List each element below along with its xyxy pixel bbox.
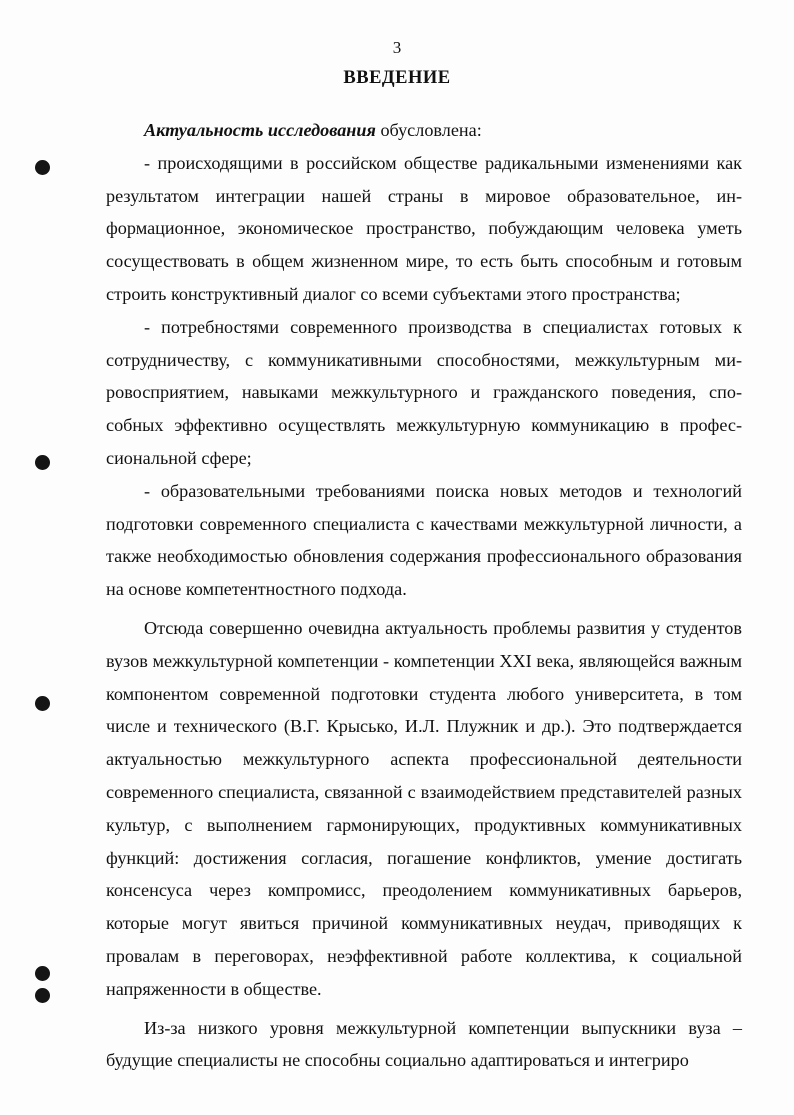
paragraph-4: Отсюда совершенно очевидна актуальность проблемы развития у студентов вузов межкультурной компетенции - компетенции XXI века, являющейся важным компонентом современной подготовки студента любого университета, в том числе и технического (В.Г. Крысько, И.Л. Плужник и др.). Это подтверждается актуальностью межкультурного аспекта профессиональной деятельности современного специалиста, связанной с взаимодействием представителей разных культур, с выполнением гармонирующих, продуктивных коммуникативных функций: достижения согласия, погашение конфликтов, умение достигать консенсуса через компромисс, преодолением коммуникативных барьеров, которые могут явиться причиной коммуникативных неудач, приводящих к провалам в переговорах, неэффективной работе коллектива, к социальной напряженности в обществе. <box>106 617 742 999</box>
body-text <box>106 114 742 1077</box>
intro-text: обусловлена: <box>375 120 482 140</box>
paragraph-2: - потребностями современного производства в специалистах готовых к сотрудничеству, с коммуникативными способностями, межкультурным мировосприятием, навыками межкультурного и гражданского поведения, способных эффективно осуществлять межкультурную коммуникацию в профессиональной сфере; <box>106 316 742 468</box>
punch-hole-mark <box>35 988 50 1003</box>
punch-hole-mark <box>35 966 50 981</box>
paragraph-intro <box>106 114 742 147</box>
paragraph-3: - образовательными требованиями поиска новых методов и технологий подготовки современного специалиста с качествами межкультурной личности, а также необходимостью обновления содержания профессионального образования на основе компетентностного подхода. <box>106 480 742 600</box>
punch-hole-mark <box>35 455 50 470</box>
paragraph-1: - происходящими в российском обществе радикальными изменениями как результатом интеграции нашей страны в мировое образовательное, информационное, экономическое пространство, побуждающим человека уметь сосуществовать в общем жизненном мире, то есть быть способным и готовым строить конструктивный диалог со всеми субъектами этого пространства; <box>106 152 742 304</box>
paragraph-5: Из-за низкого уровня межкультурной компетенции выпускники вуза – будущие специалисты не способны социально адаптироваться и интегриро <box>106 1017 742 1071</box>
emphasis-relevance: Актуальность исследования <box>144 120 376 140</box>
page-number: 3 <box>392 38 402 57</box>
page-title: ВВЕДЕНИЕ <box>343 68 451 88</box>
punch-hole-mark <box>35 160 50 175</box>
punch-hole-mark <box>35 696 50 711</box>
